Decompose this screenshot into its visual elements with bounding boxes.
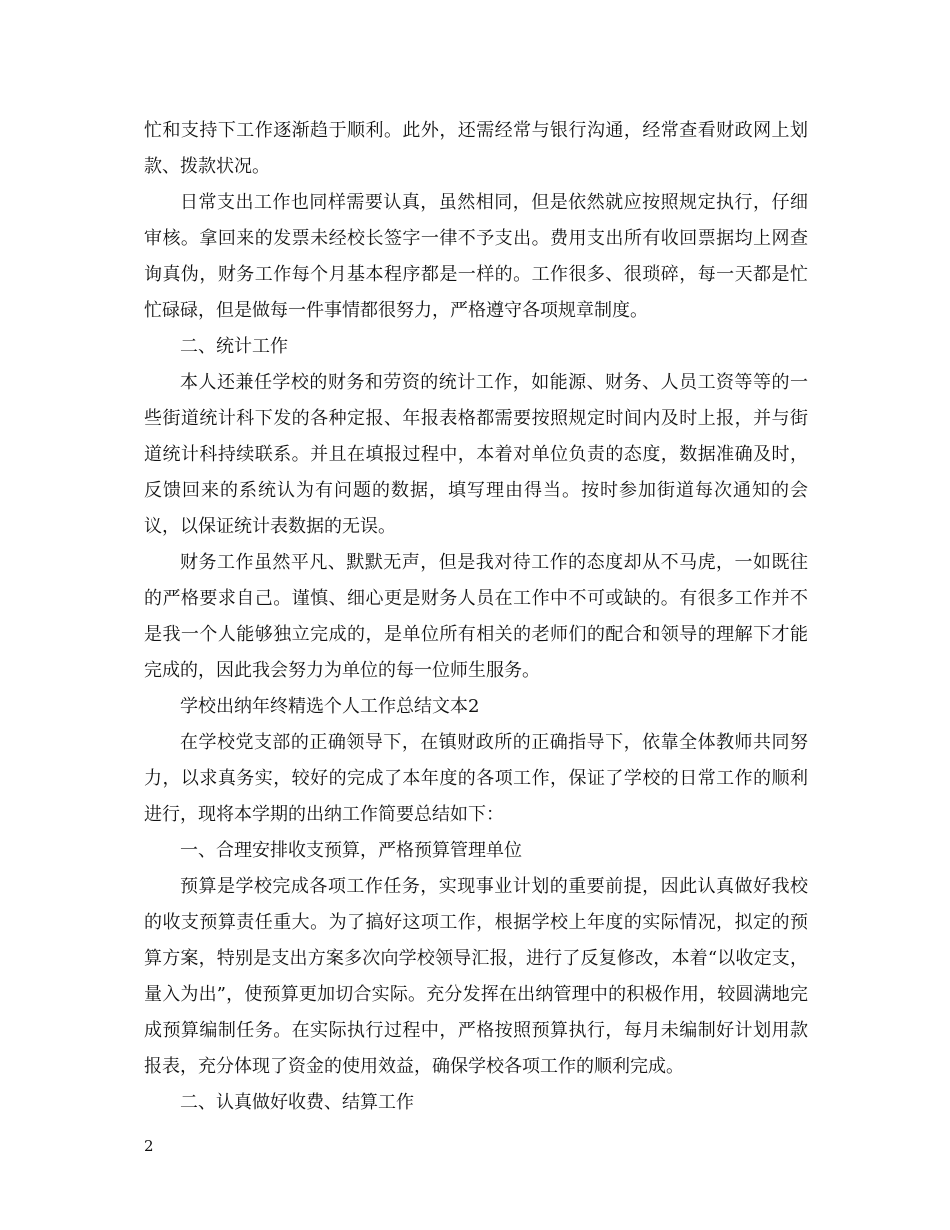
document-body: [144, 113, 808, 1121]
paragraph-1: 忙和支持下工作逐渐趋于顺利。此外，还需经常与银行沟通，经常查看财政网上划款、拨款状况。: [144, 120, 808, 177]
section-heading-budget: 一、合理安排收支预算，严格预算管理单位: [180, 840, 522, 861]
paragraph-6: 预算是学校完成各项工作任务，实现事业计划的重要前提，因此认真做好我校的收支预算责任重大。为了搞好这项工作，根据学校上年度的实际情况，拟定的预算方案，特别是支出方案多次向学校领导汇报，进行了反复修改，本着“以收定支，量入为出”，使预算更加切合实际。充分发挥在出纳管理中的积极作用，较圆满地完成预算编制任务。在实际执行过程中，严格按照预算执行，每月未编制好计划用款报表，充分体现了资金的使用效益，确保学校各项工作的顺利完成。: [144, 876, 808, 1077]
paragraph-5: 在学校党支部的正确领导下，在镇财政所的正确指导下，依靠全体教师共同努力，以求真务实，较好的完成了本年度的各项工作，保证了学校的日常工作的顺利进行，现将本学期的出纳工作简要总结如下：: [144, 732, 808, 825]
page-number: 2: [144, 1137, 154, 1155]
paragraph-4: 财务工作虽然平凡、默默无声，但是我对待工作的态度却从不马虎，一如既往的严格要求自己。谨慎、细心更是财务人员在工作中不可或缺的。有很多工作并不是我一个人能够独立完成的，是单位所有相关的老师们的配合和领导的理解下才能完成的，因此我会努力为单位的每一位师生服务。: [144, 552, 808, 681]
paragraph-2: 日常支出工作也同样需要认真，虽然相同，但是依然就应按照规定执行，仔细审核。拿回来的发票未经校长签字一律不予支出。费用支出所有收回票据均上网查询真伪，财务工作每个月基本程序都是一样的。工作很多、很琐碎，每一天都是忙忙碌碌，但是做每一件事情都很努力，严格遵守各项规章制度。: [144, 192, 808, 321]
section-heading-statistics: 二、统计工作: [180, 336, 288, 357]
document-subtitle: 学校出纳年终精选个人工作总结文本2: [180, 696, 480, 717]
paragraph-3: 本人还兼任学校的财务和劳资的统计工作，如能源、财务、人员工资等等的一些街道统计科下发的各种定报、年报表格都需要按照规定时间内及时上报，并与街道统计科持续联系。并且在填报过程中，本着对单位负责的态度，数据准确及时，反馈回来的系统认为有问题的数据，填写理由得当。按时参加街道每次通知的会议，以保证统计表数据的无误。: [144, 372, 808, 537]
section-heading-settlement: 二、认真做好收费、结算工作: [180, 1092, 414, 1113]
